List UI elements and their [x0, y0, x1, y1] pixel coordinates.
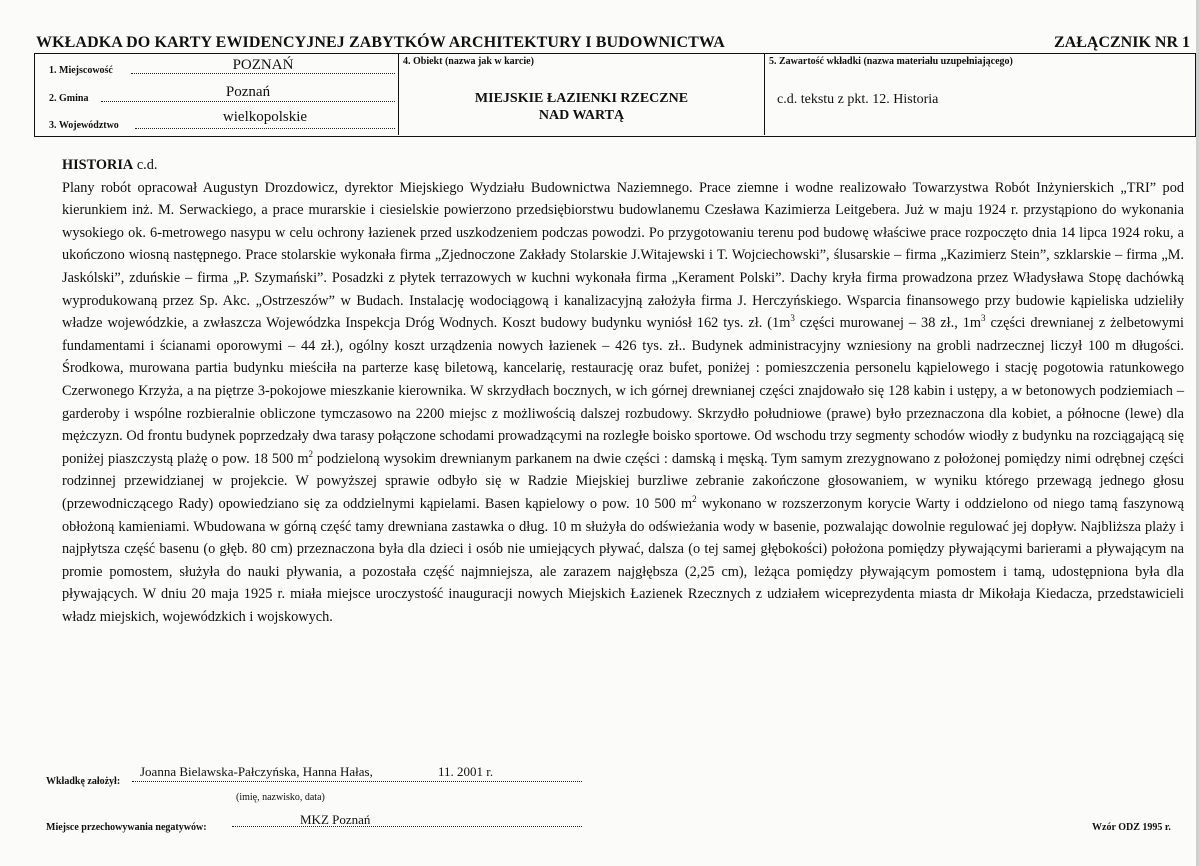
superscript-square-2: 2 [692, 494, 697, 505]
history-heading: HISTORIA [62, 157, 134, 173]
document-title: WKŁADKA DO KARTY EWIDENCYJNEJ ZABYTKÓW ARCHITEKTURY I BUDOWNICTWA [36, 34, 725, 51]
place-value: POZNAŃ [232, 57, 294, 73]
author-dots [132, 781, 582, 782]
superscript-cubic-1: 3 [790, 313, 795, 324]
object-name [399, 90, 764, 124]
history-part-3: części drewnianej z żelbetowymi fundamentami i ścianami oporowymi – 44 zł.), ogólny koszt urządzenia nowych łazienek – 426 tys. zł.. Budynek administracyjny wzniesiony na grobli nadrzecznej liczył 100 m długości. Środkowa, murowana partia budynku mieściła na parterze kasę biletową, kancelarię, restaurację oraz bufet, poniżej : pomieszczenia personelu kąpielowego i stację pogotowia ratunkowego Czerwonego Krzyża, a na piętrze 3-pokojowe mieszkanie kierownika. W skrzydłach bocznych, w ich górnej drewnianej części znajdowało się 128 kabin i ustępy, a w betonowych podziemiach – garderoby i wspólne rozbieralnie obliczone tymczasowo na 2200 miejsc z możliwością dalszej rozbudowy. Skrzydło południowe (prawe) było przeznaczona dla kobiet, a północne (lewe) dla mężczyzn. Od frontu budynek poprzedzały dwa tarasy połączone schodami prowadzącymi na rozległe boisko sportowe. Od wschodu trzy segmenty schodów wiodły z budynku na rozciągającą się poniżej piaszczystą plażę o pow. 18 500 m [62, 315, 1184, 467]
storage-dots [232, 826, 582, 827]
object-column [399, 54, 765, 135]
header-box [34, 53, 1196, 137]
title-row [36, 34, 1196, 54]
contents-value: c.d. tekstu z pkt. 12. Historia [777, 92, 939, 107]
commune-field [35, 82, 399, 106]
contents-label: 5. Zawartość wkładki (nazwa materiału uzupełniającego) [769, 56, 1013, 67]
voivodeship-dots [135, 128, 395, 129]
author-date: 11. 2001 r. [438, 764, 494, 779]
history-part-4: podzieloną wysokim drewnianym parkanem na dwie części : damską i męską. Tym samym zrezygnowano z położonej pomiędzy nimi odrębnej części rodzinnej przewidzianej w projekcie. W powyższej sprawie odbyło się w Radzie Miejskiej burzliwe zebranie zakończone głosowaniem, w wyniku którego przewagą jednego głosu (przewodniczącego Rady) opowiedziano się za oddzielnymi kąpielami. Basen kąpielowy o pow. 10 500 m [62, 450, 1184, 512]
attachment-number: ZAŁĄCZNIK NR 1 [1053, 34, 1190, 51]
object-name-line1: MIEJSKIE ŁAZIENKI RZECZNE [474, 91, 689, 106]
place-field [35, 54, 399, 78]
author-hint: (imię, nazwisko, data) [236, 792, 325, 803]
history-part-1: Plany robót opracował Augustyn Drozdowicz, dyrektor Miejskiego Wydziału Budownictwa Naziemnego. Prace ziemne i wodne realizowało Towarzystwa Robót Inżynierskich „TRI” pod kierunkiem inż. M. Serwackiego, a prace murarskie i ciesielskie powierzono przedsiębiorstwu budowlanemu Czesława Kazimierza Leitgebera. Już w maju 1924 r. przystąpiono do wykonania wysokiego ok. 6-metrowego nasypu w celu ochrony łazienek przed uszkodzeniem podczas powodzi. Po przygotowaniu terenu pod budowę właściwe prace rozpoczęto dnia 14 lipca 1924 roku, a ukończono wiosną następnego. Prace stolarskie wykonała firma „Zjednoczone Zakłady Stolarskie J.Witajewski i T. Wojciechowski”, ślusarskie – firma „Kazimierz Stein”, szklarskie – firma „M. Jaskólski”, zduńskie – firma „P. Szymański”. Posadzki z płytek terrazowych w kuchni wykonała firma „Kerament Polski”. Dachy kryła firma prowadzona przez Władysława Stopę dachówką wyprodukowaną przez Sp. Akc. „Ostrzeszów” w Budach. Instalację wodociągową i kanalizacyjną założyła firma J. Herczyńskiego. Wsparcia finansowego przy budowie kąpieliska udzieliły władze wojewódzkie, a zwłaszcza Wojewódzka Inspekcja Dróg Wodnych. Koszt budowy budynku wyniósł 162 tys. zł. (1m [62, 179, 1184, 332]
form-id: Wzór ODZ 1995 r. [1092, 822, 1171, 833]
place-label: 1. Miejscowość [49, 65, 113, 76]
voivodeship-field [35, 109, 399, 133]
commune-label: 2. Gmina [49, 93, 89, 104]
voivodeship-label: 3. Województwo [49, 120, 119, 131]
commune-value: Poznań [225, 84, 271, 100]
storage-value: MKZ Poznań [300, 812, 371, 827]
superscript-square-1: 2 [308, 448, 313, 459]
superscript-cubic-2: 3 [981, 313, 986, 324]
voivodeship-value: wielkopolskie [222, 109, 308, 125]
storage-label: Miejsce przechowywania negatywów: [46, 822, 207, 833]
history-part-2: części murowanej – 38 zł., 1m [794, 315, 982, 332]
history-part-5: wykonano w rozszerzonym korycie Warty i oddzielono od niego tamą faszynową obłożoną kamieniami. Wbudowana w górną część tamy drewniana zastawka o dług. 10 m służyła do odświeżania wody w basenie, pozwalając dowolnie regulować jej dopływ. Najbliższa plaży i najpłytsza część basenu (o głęb. 80 cm) przeznaczona była dla dzieci i osób nie umiejących pływać, dalsza (o tej samej głębokości) położona pomiędzy pływającymi barierami a pływającym na promie pomostem, służyła do nauki pływania, a pozostała część najmniejsza, ale zarazem najgłębsza (2,25 cm), leżąca pomiędzy pływającym pomostem i tamą, udostępniona była dla pływających. W dniu 20 maja 1925 r. miała miejsce uroczystość inauguracji nowych Miejskich Łazienek Rzecznych z udziałem wiceprezydenta miasta dr Mikołaja Kiedacza, przedstawicieli władz miejskich, wojewódzkich i wojskowych. [62, 495, 1184, 625]
location-column [35, 54, 399, 135]
commune-dots [101, 101, 395, 102]
contents-column [765, 54, 1195, 135]
author-names: Joanna Bielawska-Pałczyńska, Hanna Hałas, [140, 764, 373, 779]
object-name-line2: NAD WARTĄ [538, 108, 625, 123]
history-text [62, 154, 1184, 628]
object-label: 4. Obiekt (nazwa jak w karcie) [403, 56, 534, 67]
author-label: Wkładkę założył: [46, 776, 121, 787]
history-heading-suffix: c.d. [133, 157, 158, 173]
